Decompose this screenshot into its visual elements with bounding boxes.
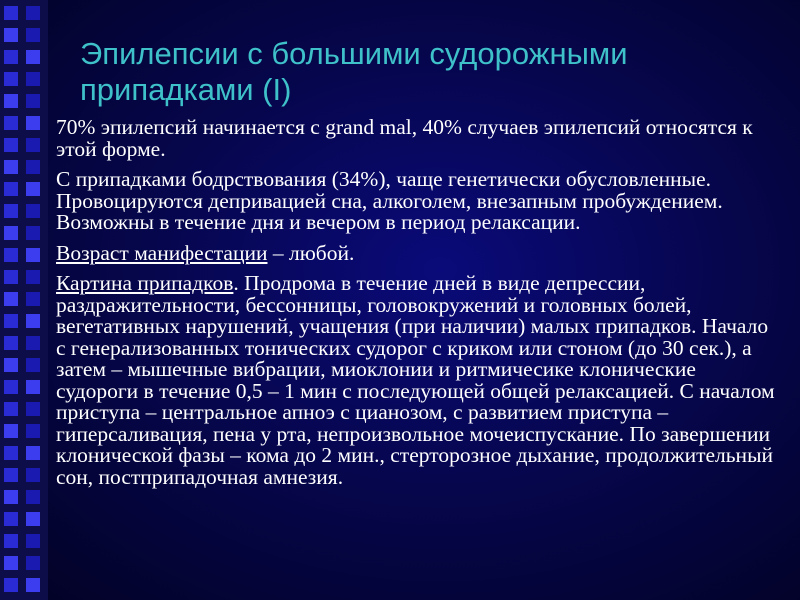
decorative-square — [4, 534, 18, 548]
decorative-square — [4, 50, 18, 64]
decorative-square — [4, 292, 18, 306]
decorative-square — [4, 226, 18, 240]
decorative-square — [26, 204, 40, 218]
decorative-square — [26, 556, 40, 570]
decorative-square — [4, 204, 18, 218]
decorative-square — [4, 270, 18, 284]
decorative-square — [4, 424, 18, 438]
decorative-square — [26, 446, 40, 460]
decorative-square — [26, 6, 40, 20]
decorative-square — [26, 402, 40, 416]
decorative-square — [4, 336, 18, 350]
decorative-square — [26, 512, 40, 526]
paragraph-3 — [56, 240, 776, 265]
paragraph-2 — [56, 169, 776, 234]
decorative-square — [26, 358, 40, 372]
decorative-square — [26, 534, 40, 548]
decorative-square — [4, 116, 18, 130]
decorative-square — [26, 490, 40, 504]
decorative-square — [4, 446, 18, 460]
decorative-square — [26, 160, 40, 174]
decorative-square — [26, 72, 40, 86]
decorative-square — [4, 358, 18, 372]
decorative-square-grid — [4, 6, 44, 592]
decorative-square — [26, 468, 40, 482]
slide-body — [56, 117, 776, 497]
paragraph-4-text: . Продрома в течение дней в виде депрессии, раздражительности, бессонницы, головокружений и головных болей, вегетативных нарушений, учащения (при наличии) малых припадков. Начало с генерализованных тонических судорог с криком или стоном (до 30 сек.), а затем – мышечные вибрации, миоклонии и ритмичесике клонические судороги в течение 0,5 – 1 мин с последующей общей релаксацией. С началом приступа – центральное апноэ с цианозом, с развитием приступа – гиперсаливация, пена у рта, непроизвольное мочеиспускание. По завершении клонической фазы – кома до 2 мин., стерторозное дыхание, продолжительный сон, постприпадочная амнезия. — [56, 271, 775, 489]
decorative-square — [26, 94, 40, 108]
decorative-square — [4, 512, 18, 526]
decorative-square — [26, 292, 40, 306]
decorative-square — [4, 28, 18, 42]
decorative-square — [26, 248, 40, 262]
decorative-square — [4, 6, 18, 20]
paragraph-2-text: С припадками бодрствования (34%), чаще генетически обусловленные. Провоцируются депривацией сна, алкоголем, внезапным пробуждением. Возможны в течение дня и вечером в период релаксации. — [56, 167, 723, 234]
decorative-square — [4, 94, 18, 108]
decorative-square — [26, 336, 40, 350]
decorative-square — [26, 424, 40, 438]
seizure-picture-heading: Картина припадков — [56, 271, 234, 295]
decorative-square — [4, 72, 18, 86]
decorative-square — [26, 182, 40, 196]
decorative-square — [4, 380, 18, 394]
decorative-square — [26, 270, 40, 284]
decorative-square — [4, 160, 18, 174]
decorative-square — [4, 182, 18, 196]
paragraph-3-text: – любой. — [267, 240, 355, 265]
decorative-square — [26, 314, 40, 328]
decorative-square — [26, 28, 40, 42]
decorative-square — [26, 116, 40, 130]
decorative-square — [26, 138, 40, 152]
decorative-square — [4, 468, 18, 482]
paragraph-1-text: 70% эпилепсий начинается с grand mal, 40% случаев эпилепсий относятся к этой форме. — [56, 115, 753, 161]
decorative-square — [4, 138, 18, 152]
decorative-square — [26, 226, 40, 240]
decorative-square — [4, 248, 18, 262]
decorative-square — [4, 402, 18, 416]
decorative-left-strip — [0, 0, 48, 600]
decorative-square — [26, 578, 40, 592]
paragraph-1 — [56, 117, 776, 160]
decorative-square — [4, 578, 18, 592]
decorative-square — [26, 50, 40, 64]
decorative-square — [4, 556, 18, 570]
slide-title: Эпилепсии с большими судорожными припадками (I) — [80, 36, 628, 107]
paragraph-4 — [56, 273, 776, 488]
decorative-square — [26, 380, 40, 394]
decorative-square — [4, 314, 18, 328]
decorative-square — [4, 490, 18, 504]
manifestation-age-heading: Возраст манифестации — [56, 240, 268, 265]
